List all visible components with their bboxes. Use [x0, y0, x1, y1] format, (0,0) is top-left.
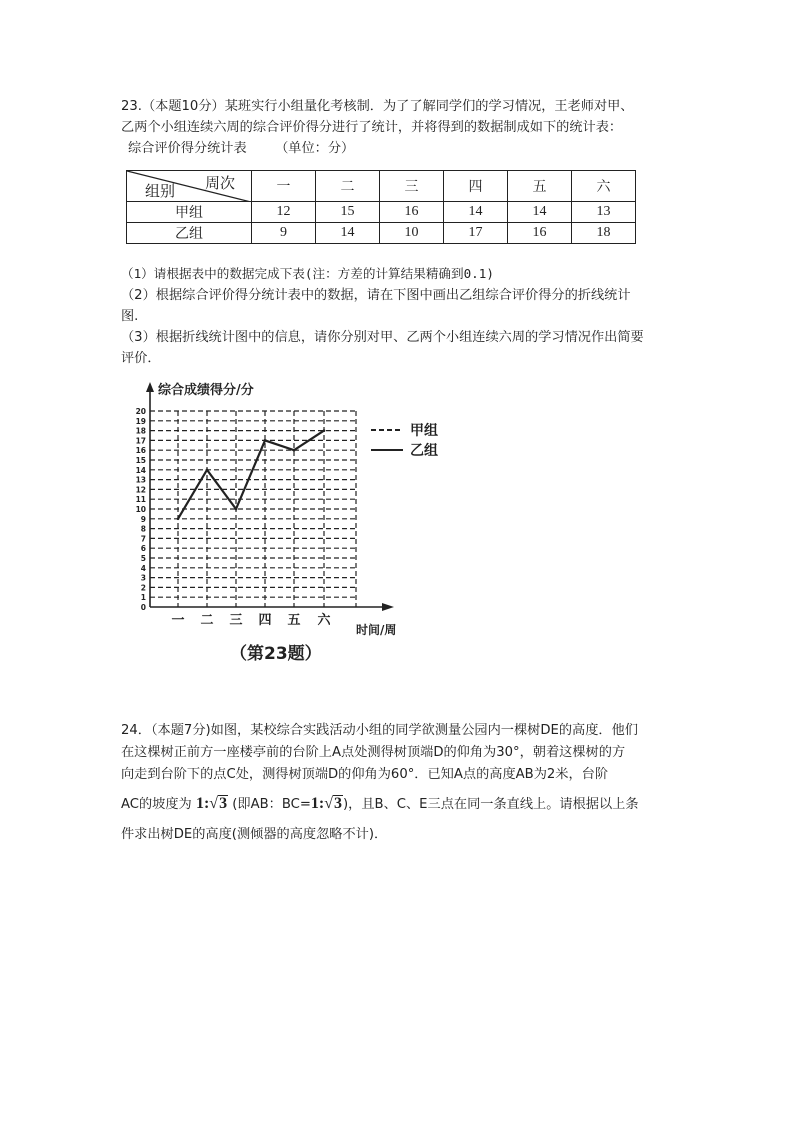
- x-tick-label: 四: [258, 613, 272, 628]
- score-cell: 15: [316, 202, 380, 223]
- x-tick-label: 一: [171, 613, 185, 628]
- y-tick-label: 8: [140, 524, 146, 534]
- q24-line4-b: (即AB：BC=: [228, 797, 311, 812]
- score-cell: 12: [252, 202, 316, 223]
- q24-line4-a: AC的坡度为: [121, 797, 192, 812]
- corner-week-label: 周次: [204, 176, 235, 192]
- score-table: [126, 170, 636, 244]
- y-tick-label: 9: [140, 514, 146, 524]
- table-corner-cell: [127, 171, 252, 202]
- score-cell: 16: [508, 223, 572, 244]
- week-header: 二: [316, 171, 380, 202]
- score-cell: 13: [572, 202, 636, 223]
- group-name-cell: 甲组: [127, 202, 252, 223]
- q24-line4: [121, 793, 681, 816]
- legend-label: 甲组: [410, 423, 438, 439]
- score-cell: 14: [508, 202, 572, 223]
- x-tick-label: 三: [229, 613, 243, 628]
- data-point: [235, 508, 238, 511]
- y-tick-label: 20: [135, 407, 146, 416]
- data-point: [264, 439, 267, 442]
- week-header: 五: [508, 171, 572, 202]
- x-tick-label: 二: [200, 613, 214, 628]
- legend-label: 乙组: [410, 443, 438, 459]
- y-tick-label: 2: [140, 583, 146, 593]
- y-tick-label: 1: [140, 593, 146, 603]
- y-axis-arrow-icon: [146, 382, 154, 392]
- series-line: [178, 431, 324, 519]
- q23-part2-line1: （2）根据综合评价得分统计表中的数据，请在下图中画出乙组综合评价得分的折线统计: [121, 288, 631, 303]
- y-tick-label: 10: [135, 505, 146, 514]
- y-tick-label: 3: [140, 573, 146, 583]
- y-tick-label: 0: [140, 603, 146, 612]
- q24-line5: 件求出树DE的高度(测倾器的高度忽略不计)．: [121, 827, 388, 842]
- y-tick-label: 7: [140, 534, 146, 544]
- slope-ratio: 1:√3: [195, 795, 228, 812]
- week-header: 六: [572, 171, 636, 202]
- data-point: [323, 429, 326, 432]
- table-row: [127, 223, 636, 244]
- q24-line3: 向走到台阶下的点C处，测得树顶端D的仰角为60°．已知A点的高度AB为2米，台阶: [121, 767, 609, 782]
- data-point: [206, 469, 209, 472]
- week-header: 三: [380, 171, 444, 202]
- y-tick-label: 17: [135, 436, 146, 446]
- y-tick-label: 15: [135, 456, 146, 465]
- x-tick-label: 五: [287, 613, 301, 628]
- chart-y-axis-label: 综合成绩得分/分: [158, 383, 254, 398]
- q23-part3-line1: （3）根据折线统计图中的信息，请你分别对甲、乙两个小组连续六周的学习情况作出简要: [121, 330, 644, 345]
- table-caption-title: 综合评价得分统计表: [128, 141, 247, 156]
- q24-line2: 在这棵树正前方一座楼亭前的台阶上A点处测得树顶端D的仰角为30°，朝着这棵树的方: [121, 745, 626, 760]
- figure-caption: （第23题）: [230, 644, 322, 664]
- week-header: 四: [444, 171, 508, 202]
- y-tick-label: 16: [135, 446, 146, 456]
- data-point: [293, 449, 296, 452]
- score-cell: 18: [572, 223, 636, 244]
- y-tick-label: 13: [135, 475, 146, 485]
- score-cell: 14: [316, 223, 380, 244]
- y-tick-label: 11: [135, 495, 146, 505]
- q23-part2-line2: 图.: [121, 309, 139, 324]
- score-cell: 14: [444, 202, 508, 223]
- chart-x-axis-label: 时间/周: [356, 623, 397, 637]
- y-tick-label: 12: [135, 485, 146, 495]
- week-header: 一: [252, 171, 316, 202]
- corner-group-label: 组别: [145, 184, 176, 200]
- data-point: [177, 518, 180, 521]
- q23-part1: （1）请根据表中的数据完成下表(注：方差的计算结果精确到0.1): [121, 266, 494, 281]
- y-tick-label: 19: [135, 416, 146, 426]
- y-tick-label: 4: [140, 563, 146, 573]
- q24-line1: 24．（本题7分)如图，某校综合实践活动小组的同学欲测量公园内一棵树DE的高度．他们: [121, 723, 638, 738]
- x-axis-arrow-icon: [382, 603, 394, 611]
- score-cell: 16: [380, 202, 444, 223]
- group-name-cell: 乙组: [127, 223, 252, 244]
- q24-line4-c: )，且B、C、E三点在同一条直线上。请根据以上条: [343, 797, 639, 812]
- q23-intro-line2: 乙两个小组连续六周的综合评价得分进行了统计，并将得到的数据制成如下的统计表：: [121, 120, 623, 135]
- chart-series: [177, 429, 326, 520]
- table-caption-unit: （单位：分）: [275, 141, 355, 156]
- table-row: [127, 202, 636, 223]
- score-cell: 10: [380, 223, 444, 244]
- score-cell: 17: [444, 223, 508, 244]
- y-tick-label: 14: [135, 465, 146, 475]
- chart-grid: [150, 411, 356, 607]
- y-tick-label: 5: [140, 554, 146, 563]
- y-tick-label: 18: [135, 426, 146, 436]
- score-cell: 9: [252, 223, 316, 244]
- x-tick-label: 六: [317, 613, 331, 628]
- q23-part3-line2: 评价．: [121, 351, 161, 366]
- table-caption: [128, 138, 688, 160]
- q23-intro-line1: 23.（本题10分）某班实行小组量化考核制．为了了解同学们的学习情况，王老师对甲、: [121, 99, 634, 114]
- y-tick-label: 6: [140, 544, 146, 554]
- line-chart: [118, 372, 458, 672]
- chart-legend: [371, 422, 438, 459]
- slope-ratio-2: 1:√3: [310, 795, 343, 812]
